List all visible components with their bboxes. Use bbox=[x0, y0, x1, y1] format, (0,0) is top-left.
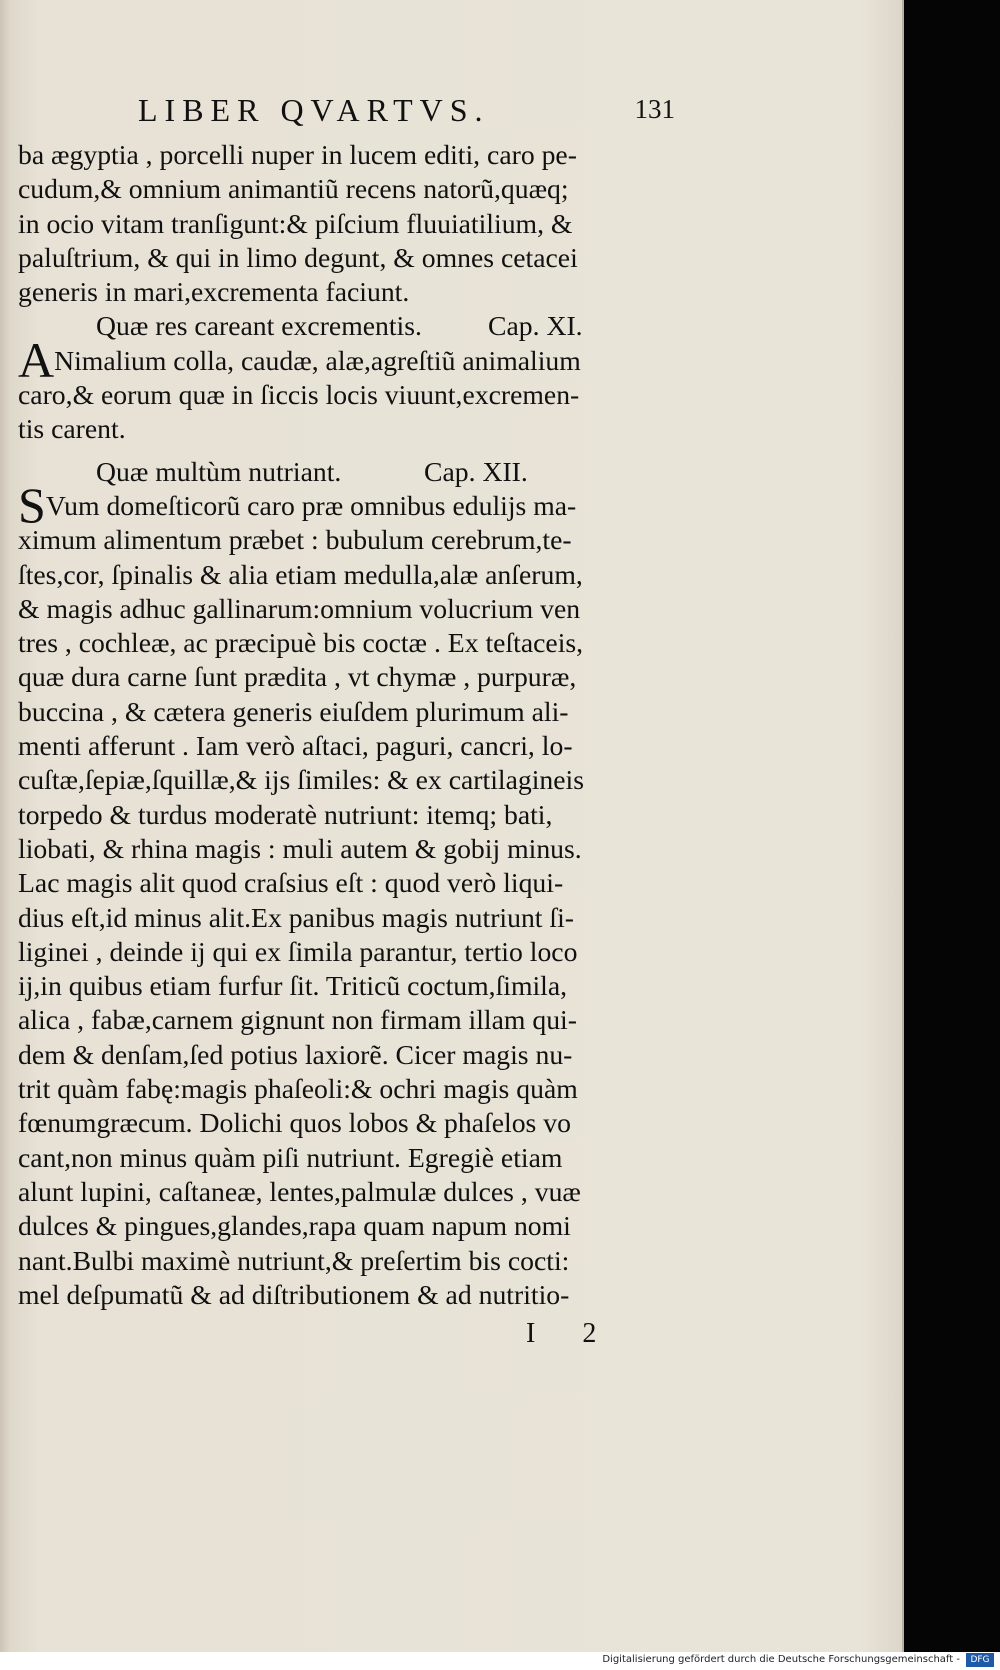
folio-number: 131 bbox=[634, 94, 675, 124]
text-line: tis carent. bbox=[18, 413, 126, 445]
chapter-xii-first-line bbox=[18, 476, 673, 533]
text-line: caro,& eorum quæ in ſiccis locis viuunt,excremen- bbox=[18, 379, 580, 411]
text-line: menti afferunt . Iam verò aſtaci, paguri, cancri, lo- bbox=[18, 730, 573, 762]
text-line: fœnumgræcum. Dolichi quos lobos & phaſelos vo bbox=[18, 1107, 571, 1139]
text-line: torpedo & turdus moderatè nutriunt: itemq; bati, bbox=[18, 798, 553, 830]
drop-initial: A bbox=[18, 331, 55, 388]
text-line: dulces & pingues,glandes,rapa quam napum nomi bbox=[18, 1210, 571, 1242]
chapter-xi-heading bbox=[18, 309, 673, 343]
top-text-block bbox=[18, 138, 673, 309]
text-line: Nimalium colla, caudæ, alæ,agreſtiũ animalium bbox=[54, 344, 581, 376]
text-line: mel deſpumatũ & ad diſtributionem & ad nutritio- bbox=[18, 1278, 570, 1310]
text-line: trit quàm fabę:magis phaſeoli:& ochri magis quàm bbox=[18, 1073, 578, 1105]
chapter-xi-first-line bbox=[18, 331, 673, 388]
text-line: ba ægyptia , porcelli nuper in lucem editi, caro pe- bbox=[18, 139, 577, 170]
text-line: ximum alimentum præbet : bubulum cerebrum,te- bbox=[18, 524, 572, 556]
text-line: & magis adhuc gallinarum:omnium volucrium ven bbox=[18, 592, 581, 624]
text-line: liginei , deinde ij qui ex ſimila parantur, tertio loco bbox=[18, 935, 578, 967]
text-line: Lac magis alit quod craſsius eſt : quod verò liqui- bbox=[18, 867, 564, 899]
text-line: dius eſt,id minus alit.Ex panibus magis nutriunt ſi- bbox=[18, 901, 575, 933]
text-line: paluſtrium, & qui in limo degunt, & omnes cetacei bbox=[18, 241, 578, 273]
text-line: in ocio vitam tranſigunt:& piſcium fluuiatilium, & bbox=[18, 207, 573, 239]
chapter-xi-title: Quæ res careant excrementis. bbox=[96, 310, 422, 342]
text-line: ſtes,cor, ſpinalis & alia etiam medulla,alæ anſerum, bbox=[18, 558, 583, 590]
text-line: cudum,& omnium animantiũ recens natorũ,quæq; bbox=[18, 173, 569, 205]
text-line: ij,in quibus etiam furfur ſit. Triticũ coctum,ſimila, bbox=[18, 970, 568, 1002]
running-title: LIBER QVARTVS. bbox=[138, 92, 490, 128]
text-line: buccina , & cætera generis eiuſdem plurimum ali- bbox=[18, 695, 569, 727]
text-line: dem & denſam,ſed potius laxiorẽ. Cicer magis nu- bbox=[18, 1038, 573, 1070]
chapter-xii-number: Cap. XII. bbox=[424, 455, 528, 487]
dfg-logo: DFG bbox=[966, 1653, 994, 1667]
text-line: quæ dura carne ſunt prædita , vt chymæ , purpuræ, bbox=[18, 661, 577, 693]
page-header bbox=[18, 92, 673, 134]
funding-credit: Digitalisierung gefördert durch die Deutsche Forschungsgemeinschaft - bbox=[602, 1654, 960, 1665]
text-line: alunt lupini, caſtaneæ, lentes,palmulæ dulces , vuæ bbox=[18, 1175, 581, 1207]
chapter-xii-heading bbox=[18, 455, 673, 489]
chapter-xii-title: Quæ multùm nutriant. bbox=[96, 455, 342, 487]
text-line: liobati, & rhina magis : muli autem & gobij minus. bbox=[18, 832, 582, 864]
binding-shadow bbox=[904, 0, 1000, 1652]
text-line: nant.Bulbi maximè nutriunt,& preſertim bis cocti: bbox=[18, 1244, 570, 1276]
chapter-xi-number: Cap. XI. bbox=[488, 310, 583, 342]
text-line: Vum domeſticorũ caro præ omnibus edulijs ma- bbox=[45, 489, 577, 521]
text-line: alica , fabæ,carnem gignunt non firmam illam qui- bbox=[18, 1004, 577, 1036]
digitization-footer bbox=[0, 1652, 1000, 1670]
text-line: generis in mari,excrementa faciunt. bbox=[18, 276, 410, 308]
text-line: cant,non minus quàm piſi nutriunt. Egregiè etiam bbox=[18, 1141, 563, 1173]
signature-mark: I 2 bbox=[526, 1318, 617, 1349]
page-content bbox=[18, 92, 673, 1312]
drop-initial: S bbox=[18, 476, 46, 533]
text-line: tres , cochleæ, ac præcipuè bis coctæ . Ex teſtaceis, bbox=[18, 627, 584, 659]
text-line: cuſtæ,ſepiæ,ſquillæ,& ijs ſimiles: & ex cartilagineis bbox=[18, 764, 584, 796]
